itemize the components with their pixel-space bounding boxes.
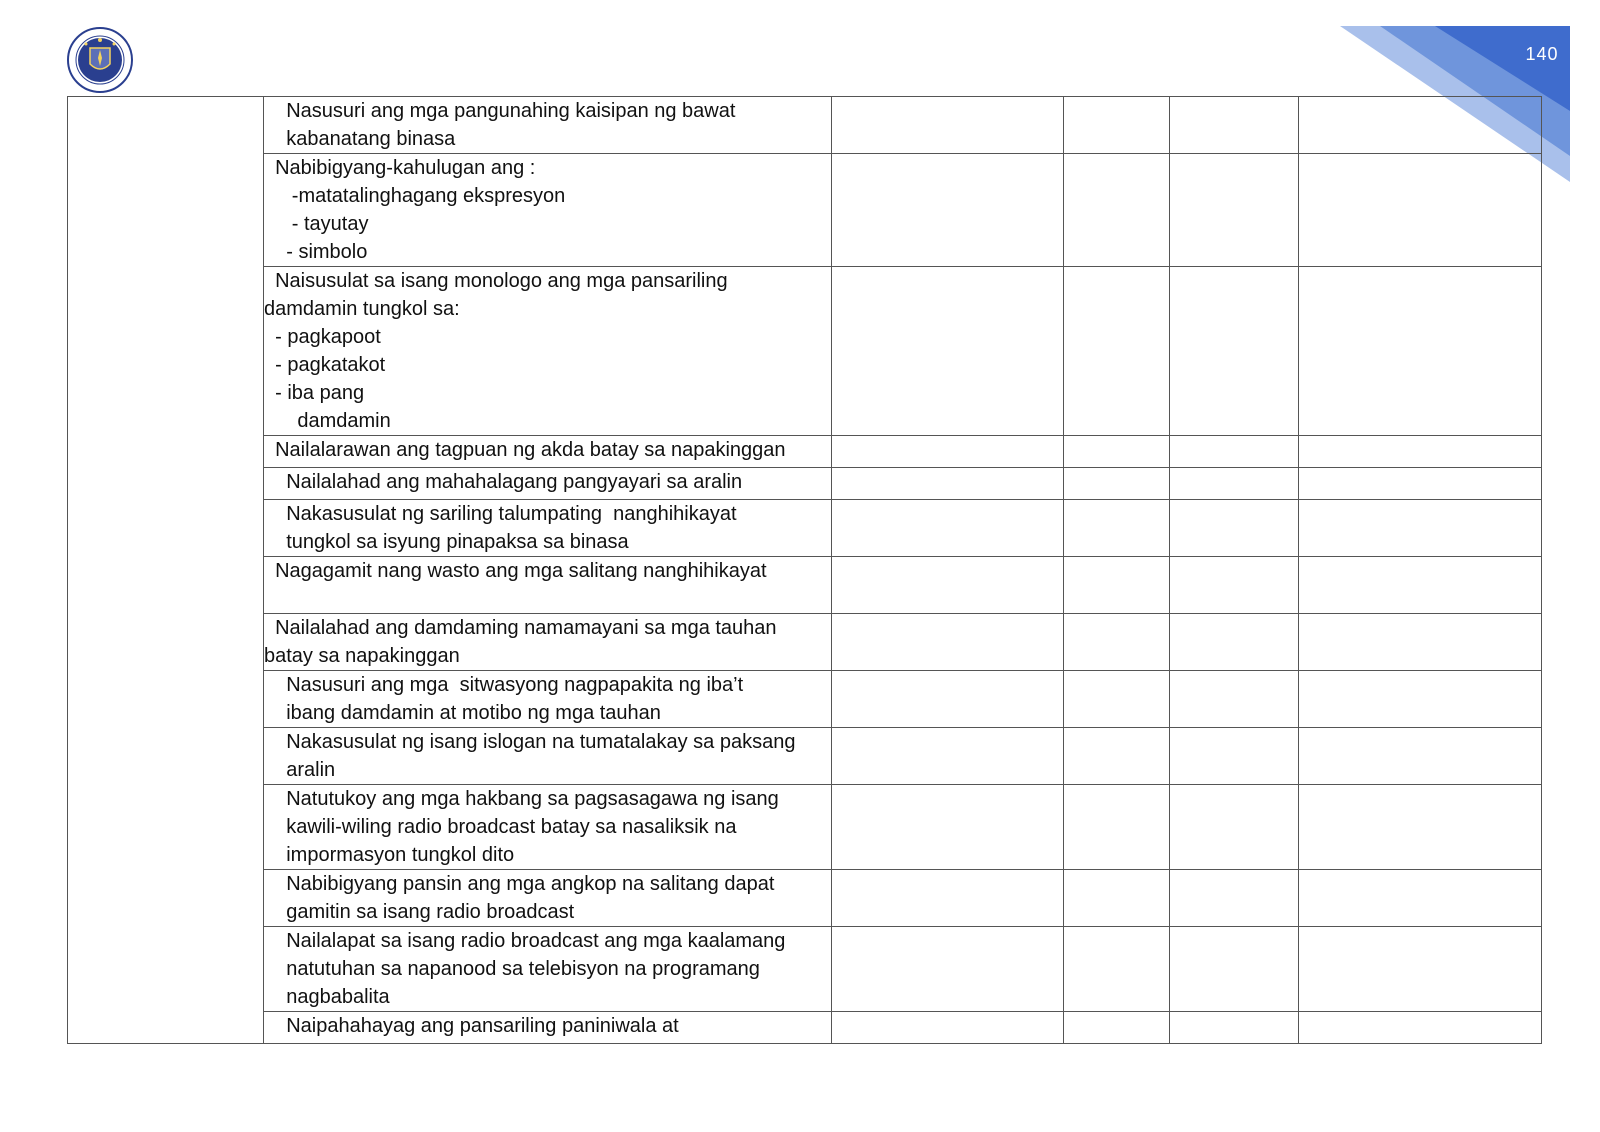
- competency-line: nagbabalita: [264, 986, 390, 1008]
- competency-line: Nasusuri ang mga pangunahing kaisipan ng bawat: [264, 100, 736, 122]
- blank-cell: [1170, 870, 1299, 927]
- blank-cell: [832, 468, 1064, 500]
- competency-line: [264, 585, 831, 613]
- competency-cell: [264, 557, 832, 614]
- competency-line: - simbolo: [264, 241, 368, 263]
- competency-cell: [264, 500, 832, 557]
- blank-cell: [1064, 870, 1170, 927]
- blank-cell: [832, 671, 1064, 728]
- blank-cell: [1299, 468, 1542, 500]
- blank-cell: [1299, 436, 1542, 468]
- competency-cell: [264, 785, 832, 870]
- competency-line: damdamin: [264, 410, 391, 432]
- blank-cell: [1299, 267, 1542, 436]
- table-row: [68, 500, 1542, 557]
- blank-cell: [1170, 614, 1299, 671]
- table-row: [68, 468, 1542, 500]
- table-row: [68, 870, 1542, 927]
- blank-cell: [1064, 1012, 1170, 1044]
- blank-cell: [1299, 927, 1542, 1012]
- page-number: 140: [1525, 44, 1559, 64]
- blank-cell: [1299, 785, 1542, 870]
- competency-line: -matatalinghagang ekspresyon: [264, 185, 566, 207]
- blank-cell: [1064, 436, 1170, 468]
- blank-cell: [1170, 267, 1299, 436]
- merged-first-column-cell: [68, 97, 264, 1044]
- competency-line: aralin: [264, 759, 336, 781]
- blank-cell: [1299, 614, 1542, 671]
- competency-cell: [264, 870, 832, 927]
- table-row: [68, 614, 1542, 671]
- blank-cell: [832, 1012, 1064, 1044]
- blank-cell: [832, 500, 1064, 557]
- competency-cell: [264, 267, 832, 436]
- blank-cell: [832, 870, 1064, 927]
- blank-cell: [1299, 154, 1542, 267]
- competency-line: impormasyon tungkol dito: [264, 844, 515, 866]
- competency-cell: [264, 671, 832, 728]
- competency-line: Nakasusulat ng isang islogan na tumatalakay sa paksang: [264, 731, 796, 753]
- competency-line: Nakasusulat ng sariling talumpating nanghihikayat: [264, 503, 737, 525]
- deped-seal-icon: [66, 26, 134, 94]
- blank-cell: [1170, 557, 1299, 614]
- competency-cell: [264, 614, 832, 671]
- table-row: [68, 267, 1542, 436]
- table-row: [68, 1012, 1542, 1044]
- competency-line: Nailalahad ang damdaming namamayani sa mga tauhan: [264, 617, 777, 639]
- blank-cell: [1170, 927, 1299, 1012]
- blank-cell: [1170, 468, 1299, 500]
- competency-cell: [264, 154, 832, 267]
- competency-line: Nasusuri ang mga sitwasyong nagpapakita ng iba’t: [264, 674, 744, 696]
- blank-cell: [832, 436, 1064, 468]
- competency-line: damdamin tungkol sa:: [264, 298, 460, 320]
- competency-cell: [264, 97, 832, 154]
- blank-cell: [1170, 436, 1299, 468]
- blank-cell: [1299, 500, 1542, 557]
- blank-cell: [1064, 557, 1170, 614]
- blank-cell: [1170, 97, 1299, 154]
- blank-cell: [1170, 671, 1299, 728]
- blank-cell: [1064, 728, 1170, 785]
- competency-line: tungkol sa isyung pinapaksa sa binasa: [264, 531, 629, 553]
- blank-cell: [1064, 468, 1170, 500]
- table-row: [68, 557, 1542, 614]
- blank-cell: [1170, 785, 1299, 870]
- competency-cell: [264, 436, 832, 468]
- competency-cell: [264, 468, 832, 500]
- blank-cell: [1170, 728, 1299, 785]
- blank-cell: [1299, 870, 1542, 927]
- competency-line: - pagkatakot: [264, 354, 386, 376]
- blank-cell: [1064, 154, 1170, 267]
- competency-line: - pagkapoot: [264, 326, 381, 348]
- competency-line: Nailalapat sa isang radio broadcast ang mga kaalamang: [264, 930, 786, 952]
- blank-cell: [1064, 267, 1170, 436]
- blank-cell: [1064, 614, 1170, 671]
- table-row: [68, 728, 1542, 785]
- competency-line: kabanatang binasa: [264, 128, 456, 150]
- blank-cell: [1064, 927, 1170, 1012]
- table-row: [68, 927, 1542, 1012]
- competency-line: Nailalarawan ang tagpuan ng akda batay sa napakinggan: [264, 439, 786, 461]
- blank-cell: [1299, 671, 1542, 728]
- competency-cell: [264, 728, 832, 785]
- blank-cell: [832, 614, 1064, 671]
- blank-cell: [1299, 557, 1542, 614]
- competency-line: Nabibigyang pansin ang mga angkop na salitang dapat: [264, 873, 775, 895]
- blank-cell: [832, 785, 1064, 870]
- competency-table: [67, 96, 1542, 1044]
- blank-cell: [832, 728, 1064, 785]
- blank-cell: [1170, 154, 1299, 267]
- competency-line: Naisusulat sa isang monologo ang mga pansariling: [264, 270, 728, 292]
- competency-cell: [264, 1012, 832, 1044]
- blank-cell: [832, 557, 1064, 614]
- blank-cell: [1299, 97, 1542, 154]
- competency-cell: [264, 927, 832, 1012]
- competency-line: batay sa napakinggan: [264, 645, 460, 667]
- table-row: [68, 436, 1542, 468]
- table-row: [68, 154, 1542, 267]
- blank-cell: [832, 267, 1064, 436]
- competency-line: natutuhan sa napanood sa telebisyon na programang: [264, 958, 760, 980]
- competency-line: gamitin sa isang radio broadcast: [264, 901, 575, 923]
- blank-cell: [1064, 785, 1170, 870]
- table-row: [68, 97, 1542, 154]
- competency-line: - tayutay: [264, 213, 369, 235]
- blank-cell: [832, 154, 1064, 267]
- blank-cell: [1299, 728, 1542, 785]
- blank-cell: [1299, 1012, 1542, 1044]
- blank-cell: [832, 927, 1064, 1012]
- blank-cell: [1064, 97, 1170, 154]
- competency-line: Nailalahad ang mahahalagang pangyayari sa aralin: [264, 471, 743, 493]
- competency-line: Nabibigyang-kahulugan ang :: [264, 157, 536, 179]
- competency-line: Naipahahayag ang pansariling paniniwala at: [264, 1015, 679, 1037]
- blank-cell: [1170, 1012, 1299, 1044]
- competency-line: ibang damdamin at motibo ng mga tauhan: [264, 702, 661, 724]
- competency-line: Nagagamit nang wasto ang mga salitang nanghihikayat: [264, 560, 767, 582]
- blank-cell: [832, 97, 1064, 154]
- competency-line: - iba pang: [264, 382, 365, 404]
- blank-cell: [1170, 500, 1299, 557]
- competency-line: kawili-wiling radio broadcast batay sa nasaliksik na: [264, 816, 737, 838]
- competency-line: Natutukoy ang mga hakbang sa pagsasagawa ng isang: [264, 788, 779, 810]
- blank-cell: [1064, 500, 1170, 557]
- table-row: [68, 785, 1542, 870]
- table-row: [68, 671, 1542, 728]
- blank-cell: [1064, 671, 1170, 728]
